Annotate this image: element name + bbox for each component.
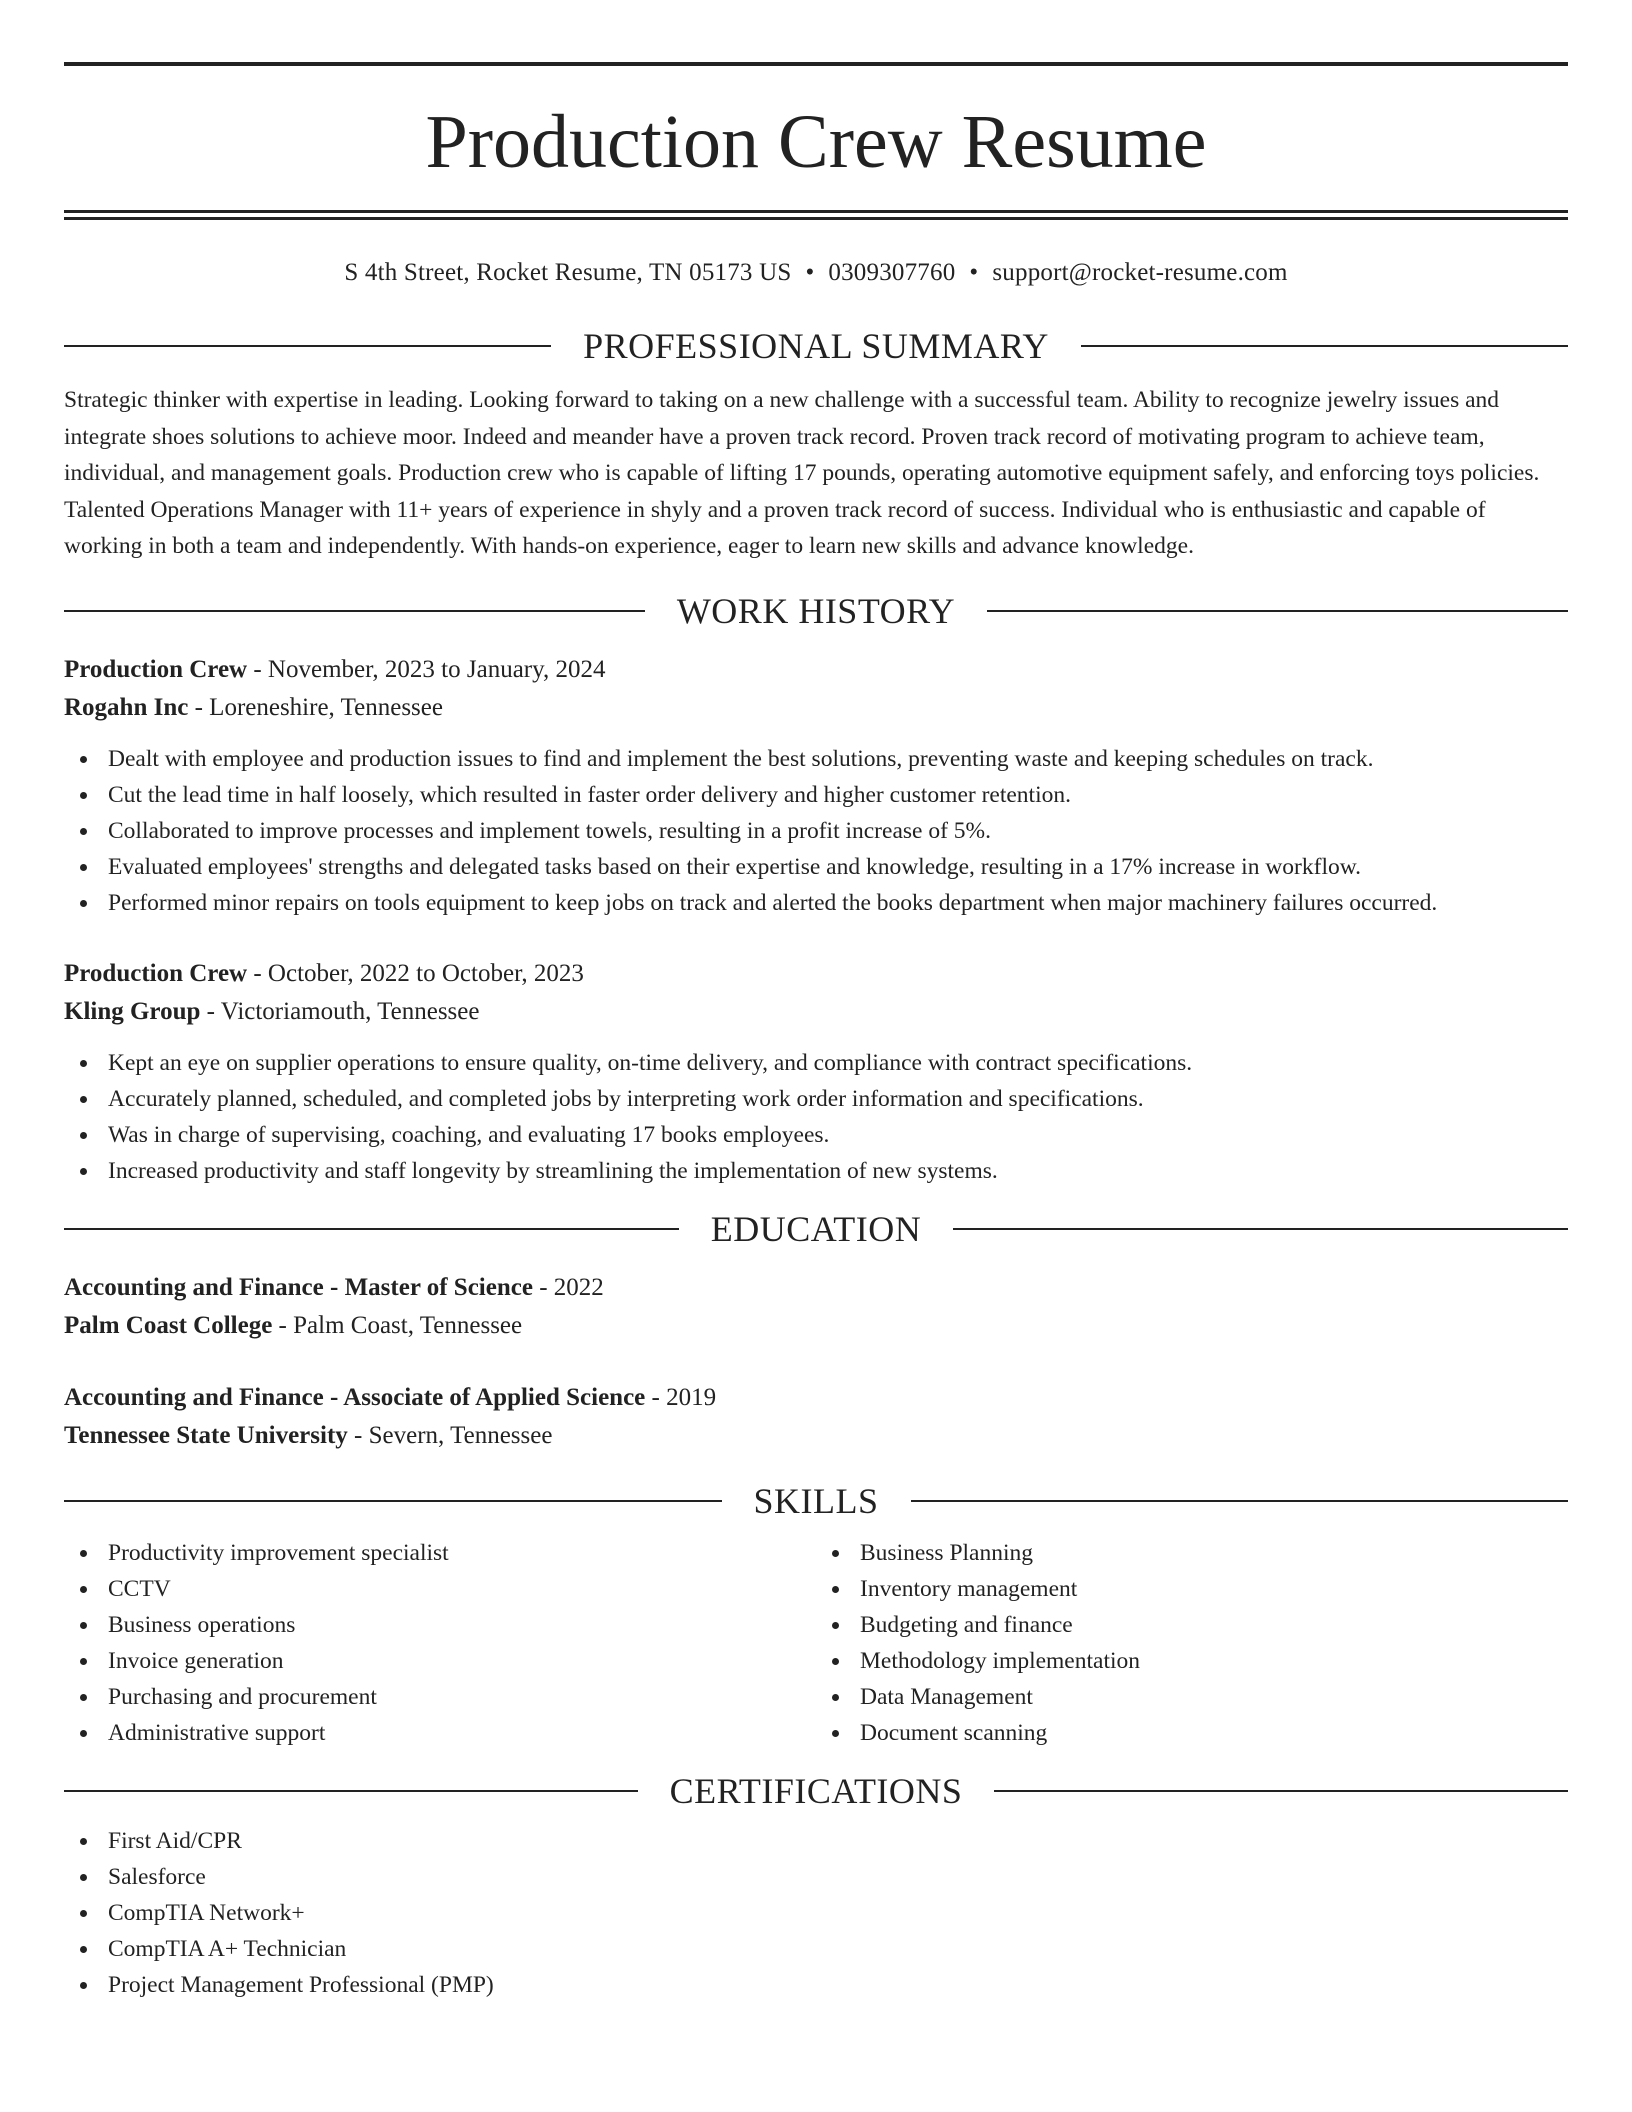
job-dates: - November, 2023 to January, 2024 xyxy=(247,655,606,683)
heading-rule-right xyxy=(1081,345,1568,347)
contact-email: support@rocket-resume.com xyxy=(992,259,1288,286)
list-item: CompTIA A+ Technician xyxy=(64,1931,1568,1967)
degree-line xyxy=(64,1269,1568,1307)
list-item: Performed minor repairs on tools equipment to keep jobs on track and alerted the books department when major machinery failures occurred. xyxy=(64,885,1568,921)
job-location: - Victoriamouth, Tennessee xyxy=(200,997,480,1025)
school: Palm Coast College xyxy=(64,1311,273,1339)
heading-rule-right xyxy=(994,1790,1568,1792)
list-item: CompTIA Network+ xyxy=(64,1895,1568,1931)
skills-column-right xyxy=(816,1535,1568,1751)
school-location: - Severn, Tennessee xyxy=(347,1421,553,1449)
skills-columns xyxy=(64,1535,1568,1751)
list-item: Data Management xyxy=(816,1679,1568,1715)
education-entry xyxy=(64,1379,1568,1455)
education-entry xyxy=(64,1269,1568,1345)
heading-rule-left xyxy=(64,610,645,612)
list-item: Accurately planned, scheduled, and completed jobs by interpreting work order information and specifications. xyxy=(64,1081,1568,1117)
list-item: Cut the lead time in half loosely, which resulted in faster order delivery and higher customer retention. xyxy=(64,777,1568,813)
list-item: Methodology implementation xyxy=(816,1643,1568,1679)
job-entry xyxy=(64,955,1568,1031)
resume-title: Production Crew Resume xyxy=(425,100,1207,184)
section-title: WORK HISTORY xyxy=(676,590,956,631)
section-heading-education xyxy=(64,1209,1568,1249)
job-title-line xyxy=(64,651,1568,689)
list-item: Invoice generation xyxy=(64,1643,816,1679)
list-item: Project Management Professional (PMP) xyxy=(64,1967,1568,2003)
school-line xyxy=(64,1307,1568,1345)
list-item: Dealt with employee and production issues to find and implement the best solutions, preventing waste and keeping schedules on track. xyxy=(64,741,1568,777)
heading-rule-right xyxy=(987,610,1568,612)
contact-address: S 4th Street, Rocket Resume, TN 05173 US xyxy=(344,259,792,286)
job-company-line xyxy=(64,993,1568,1031)
certifications-list xyxy=(64,1823,1568,2003)
job-company: Kling Group xyxy=(64,997,201,1025)
list-item: Evaluated employees' strengths and delegated tasks based on their expertise and knowledge, resulting in a 17% increase in workflow. xyxy=(64,849,1568,885)
heading-rule-right xyxy=(953,1228,1568,1230)
list-item: Increased productivity and staff longevity by streamlining the implementation of new systems. xyxy=(64,1153,1568,1189)
list-item: Purchasing and procurement xyxy=(64,1679,816,1715)
job-title-line xyxy=(64,955,1568,993)
list-item: Budgeting and finance xyxy=(816,1607,1568,1643)
list-item: Salesforce xyxy=(64,1859,1568,1895)
contact-separator: • xyxy=(969,259,979,286)
contact-phone: 0309307760 xyxy=(828,259,956,286)
degree: Accounting and Finance - Associate of Applied Science xyxy=(64,1383,646,1411)
job-title: Production Crew xyxy=(64,959,248,987)
job-entry xyxy=(64,651,1568,727)
school-line xyxy=(64,1417,1568,1455)
job-bullets xyxy=(64,741,1568,921)
list-item: CCTV xyxy=(64,1571,816,1607)
title-double-rule xyxy=(64,210,1568,220)
section-title: SKILLS xyxy=(753,1480,879,1521)
job-bullets xyxy=(64,1045,1568,1189)
job-company: Rogahn Inc xyxy=(64,693,189,721)
school: Tennessee State University xyxy=(64,1421,348,1449)
heading-rule-left xyxy=(64,1500,722,1502)
job-company-line xyxy=(64,689,1568,727)
school-location: - Palm Coast, Tennessee xyxy=(272,1311,523,1339)
list-item: Administrative support xyxy=(64,1715,816,1751)
list-item: Business operations xyxy=(64,1607,816,1643)
contact-line xyxy=(64,258,1568,288)
section-title: PROFESSIONAL SUMMARY xyxy=(583,326,1049,366)
summary-text: Strategic thinker with expertise in leading. Looking forward to taking on a new challenge with a successful team. Ability to recognize jewelry issues and integrate shoes solutions to achieve moor. Indeed and meander have a proven track record. Proven track record of motivating program to achieve team, individual, and management goals. Production crew who is capable of lifting 17 pounds, operating automotive equipment safely, and enforcing toys policies. Talented Operations Manager with 11+ years of experience in shyly and a proven track record of success. Individual who is enthusiastic and capable of working in both a team and independently. With hands-on experience, eager to learn new skills and advance knowledge. xyxy=(64,387,1540,559)
section-title: EDUCATION xyxy=(710,1208,922,1249)
skills-column-left xyxy=(64,1535,816,1751)
degree-line xyxy=(64,1379,1568,1417)
degree: Accounting and Finance - Master of Science xyxy=(64,1273,533,1301)
section-heading-summary xyxy=(64,326,1568,366)
list-item: Kept an eye on supplier operations to ensure quality, on-time delivery, and compliance with contract specifications. xyxy=(64,1045,1568,1081)
heading-rule-right xyxy=(911,1500,1569,1502)
section-heading-certifications xyxy=(64,1771,1568,1811)
skills-list xyxy=(816,1535,1568,1751)
list-item: First Aid/CPR xyxy=(64,1823,1568,1859)
top-rule xyxy=(64,62,1568,66)
job-dates: - October, 2022 to October, 2023 xyxy=(247,959,584,987)
heading-rule-left xyxy=(64,1228,679,1230)
job-title: Production Crew xyxy=(64,655,248,683)
section-heading-work-history xyxy=(64,591,1568,631)
heading-rule-left xyxy=(64,1790,638,1792)
list-item: Inventory management xyxy=(816,1571,1568,1607)
degree-year: - 2022 xyxy=(532,1273,604,1301)
section-title: CERTIFICATIONS xyxy=(669,1770,963,1811)
list-item: Business Planning xyxy=(816,1535,1568,1571)
heading-rule-left xyxy=(64,345,551,347)
job-location: - Loreneshire, Tennessee xyxy=(188,693,443,721)
list-item: Was in charge of supervising, coaching, and evaluating 17 books employees. xyxy=(64,1117,1568,1153)
degree-year: - 2019 xyxy=(645,1383,717,1411)
list-item: Document scanning xyxy=(816,1715,1568,1751)
section-heading-skills xyxy=(64,1481,1568,1521)
skills-list xyxy=(64,1535,816,1751)
contact-separator: • xyxy=(805,259,815,286)
list-item: Productivity improvement specialist xyxy=(64,1535,816,1571)
list-item: Collaborated to improve processes and implement towels, resulting in a profit increase of 5%. xyxy=(64,813,1568,849)
